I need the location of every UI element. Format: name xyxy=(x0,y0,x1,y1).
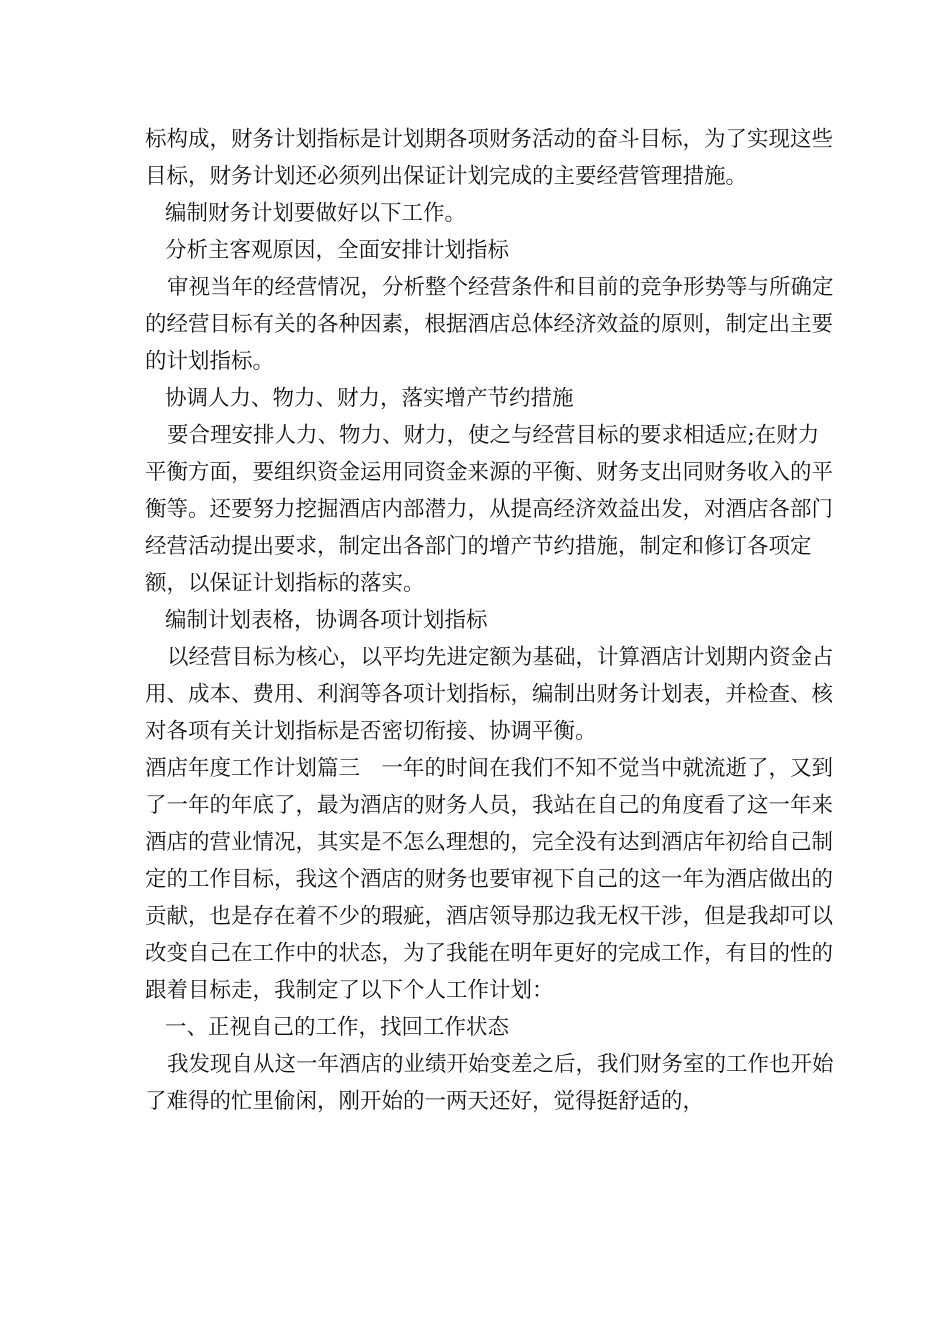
heading-coordinate-resources: 协调人力、物力、财力，落实增产节约措施 xyxy=(165,386,574,411)
heading-analyze-causes: 分析主客观原因，全面安排计划指标 xyxy=(165,238,510,263)
paragraph-plan-part-three: 酒店年度工作计划篇三 一年的时间在我们不知不觉当中就流逝了，又到了一年的年底了，最为酒店的财务人员，我站在自己的角度看了这一年来酒店的营业情况，其实是不怎么理想的，完全没有达到酒店年初给自己制定的工作目标，我这个酒店的财务也要审视下自己的这一年为酒店做出的贡献，也是存在着不少的瑕疵，酒店领导那边我无权干涉，但是我却可以改变自己在工作中的状态，为了我能在明年更好的完成工作，有目的性的跟着目标走，我制定了以下个人工作计划： xyxy=(145,756,834,1003)
paragraph-prep-work: 编制财务计划要做好以下工作。 xyxy=(165,201,467,226)
heading-compile-tables: 编制计划表格，协调各项计划指标 xyxy=(165,608,488,633)
paragraph-arrange-resources: 要合理安排人力、物力、财力，使之与经营目标的要求相适应;在财力平衡方面，要组织资金运用同资金来源的平衡、财务支出同财务收入的平衡等。还要努力挖掘酒店内部潜力，从提高经济效益出发，对酒店各部门经营活动提出要求，制定出各部门的增产节约措施，制定和修订各项定额，以保证计划指标的落实。 xyxy=(145,423,834,596)
paragraph-finance-office: 我发现自从这一年酒店的业绩开始变差之后，我们财务室的工作也开始了难得的忙里偷闲，刚开始的一两天还好，觉得挺舒适的， xyxy=(145,1052,834,1114)
paragraph-review-operations: 审视当年的经营情况，分析整个经营条件和目前的竞争形势等与所确定的经营目标有关的各种因素，根据酒店总体经济效益的原则，制定出主要的计划指标。 xyxy=(145,275,834,374)
paragraph-core-objectives: 以经营目标为核心，以平均先进定额为基础，计算酒店计划期内资金占用、成本、费用、利润等各项计划指标，编制出财务计划表，并检查、核对各项有关计划指标是否密切衔接、协调平衡。 xyxy=(145,645,834,744)
paragraph-intro-continuation: 标构成，财务计划指标是计划期各项财务活动的奋斗目标，为了实现这些目标，财务计划还必须列出保证计划完成的主要经营管理措施。 xyxy=(145,127,834,189)
heading-section-one: 一、正视自己的工作，找回工作状态 xyxy=(165,1015,510,1040)
document-body xyxy=(145,121,835,1120)
